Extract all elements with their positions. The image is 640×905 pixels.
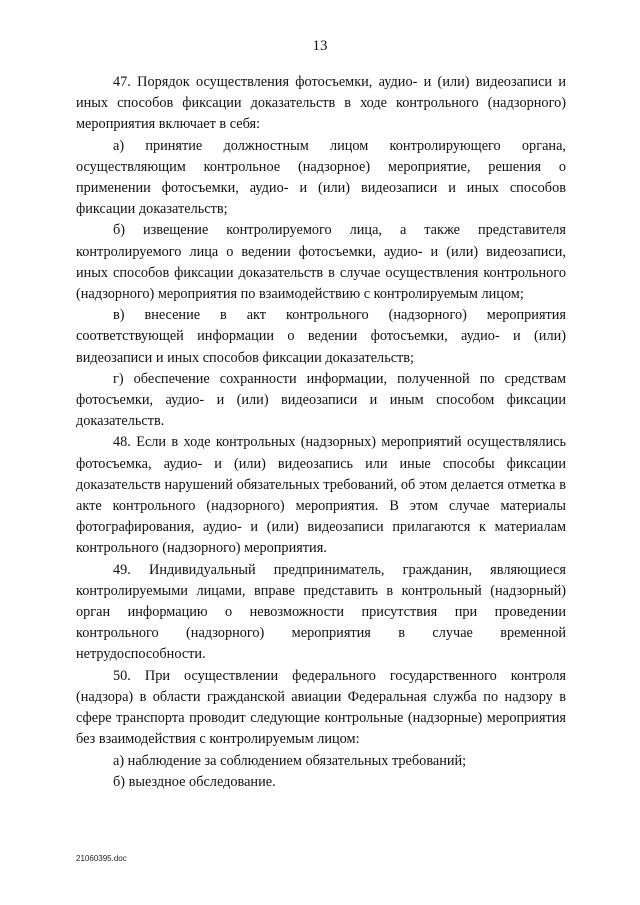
paragraph-47: 47. Порядок осуществления фотосъемки, аудио- и (или) видеозаписи и иных способов фиксации доказательств в ходе контрольного (надзорного) мероприятия включает в себя: [76,74,566,133]
paragraph-49: 49. Индивидуальный предприниматель, гражданин, являющиеся контролируемыми лицами, вправе представить в контрольный (надзорный) орган информацию о невозможности присутствия при проведении контрольного (надзорного) мероприятия в случае временной нетрудоспособности. [76,561,566,663]
paragraph-47-item-a: а) принятие должностным лицом контролирующего органа, осуществляющим контрольное (надзорное) мероприятие, решения о применении фотосъемки, аудио- и (или) видеозаписи и иных способов фиксации доказательств; [76,137,566,218]
paragraph-47-item-g: г) обеспечение сохранности информации, полученной по средствам фотосъемки, аудио- и (или) видеозаписи и иным способом фиксации доказательств. [76,370,566,430]
paragraph-47-item-v: в) внесение в акт контрольного (надзорного) мероприятия соответствующей информации о ведении фотосъемки, аудио- и (или) видеозаписи и иных способов фиксации доказательств; [76,307,566,366]
footer-file-code: 21060395.doc [76,854,127,863]
document-body [76,72,566,793]
page-number: 13 [312,38,328,54]
paragraph-50-item-a: а) наблюдение за соблюдением обязательных требований; [113,752,467,769]
paragraph-50-item-b: б) выездное обследование. [113,773,276,790]
paragraph-47-item-b: б) извещение контролируемого лица, а также представителя контролируемого лица о ведении фотосъемки, аудио- и (или) видеозаписи, иных способов фиксации доказательств в случае осуществления контрольного (надзорного) мероприятия по взаимодействию с контролируемым лицом; [76,222,566,303]
paragraph-48: 48. Если в ходе контрольных (надзорных) мероприятий осуществлялись фотосъемка, аудио- и (или) видеозапись или иные способы фиксации доказательств нарушений обязательных требований, об этом делается отметка в акте контрольного (надзорного) мероприятия. В этом случае материалы фотографирования, аудио- и (или) видеозаписи прилагаются к материалам контрольного (надзорного) мероприятия. [76,434,566,557]
paragraph-50: 50. При осуществлении федерального государственного контроля (надзора) в области гражданской авиации Федеральная служба по надзору в сфере транспорта проводит следующие контрольные (надзорные) мероприятия без взаимодействия с контролируемым лицом: [76,667,566,748]
